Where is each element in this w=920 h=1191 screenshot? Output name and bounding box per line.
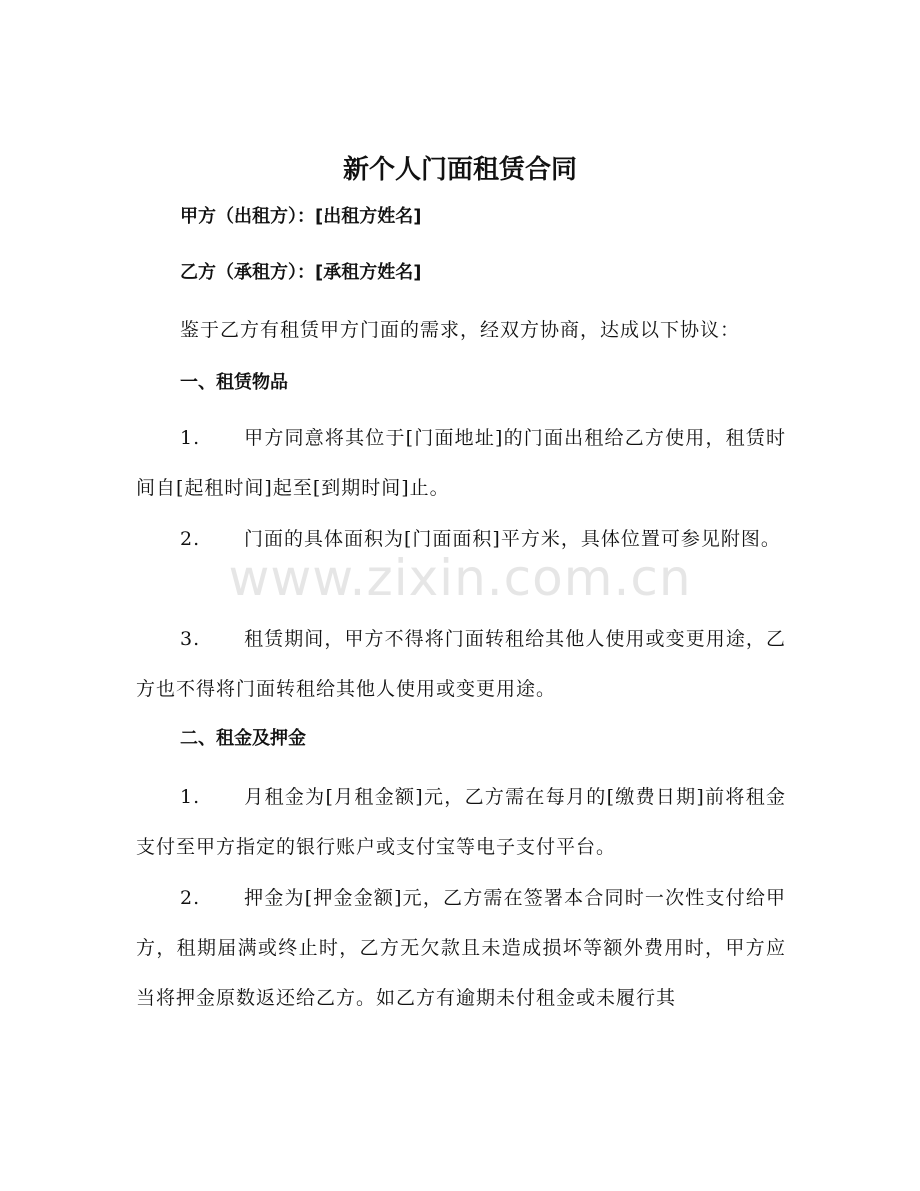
item-number: 3. [180, 628, 201, 650]
watermark-text: www.zixin.com.cn [228, 549, 692, 607]
item-number: 1. [180, 786, 201, 808]
section-2-item-1 [136, 772, 786, 872]
party-a-line: 甲方（出租方）：[出租方姓名] [180, 206, 422, 227]
item-text: 甲方同意将其位于[门面地址]的门面出租给乙方使用，租赁时间自[起租时间]起至[到期时间]止。 [136, 427, 786, 499]
section-2-heading: 二、租金及押金 [180, 728, 306, 749]
section-1-heading: 一、租赁物品 [180, 372, 288, 393]
section-2-item-2 [136, 873, 786, 1023]
section-1-item-2 [136, 514, 786, 564]
section-1-item-1 [136, 413, 786, 513]
item-number: 2. [180, 887, 201, 909]
item-number: 1. [180, 427, 201, 449]
item-text: 月租金为[月租金额]元，乙方需在每月的[缴费日期]前将租金支付至甲方指定的银行账户或支付宝等电子支付平台。 [136, 786, 786, 858]
item-text: 租赁期间，甲方不得将门面转租给其他人使用或变更用途，乙方也不得将门面转租给其他人使用或变更用途。 [136, 628, 786, 700]
item-number: 2. [180, 528, 201, 550]
preamble-text: 鉴于乙方有租赁甲方门面的需求，经双方协商，达成以下协议： [180, 319, 741, 341]
party-b-line: 乙方（承租方）：[承租方姓名] [180, 262, 422, 283]
section-1-item-3 [136, 614, 786, 714]
item-text: 门面的具体面积为[门面面积]平方米，具体位置可参见附图。 [244, 528, 781, 550]
document-title: 新个人门面租赁合同 [342, 155, 577, 185]
item-text: 押金为[押金金额]元，乙方需在签署本合同时一次性支付给甲方，租期届满或终止时，乙方无欠款且未造成损坏等额外费用时，甲方应当将押金原数返还给乙方。如乙方有逾期未付租金或未履行其 [136, 887, 786, 1009]
